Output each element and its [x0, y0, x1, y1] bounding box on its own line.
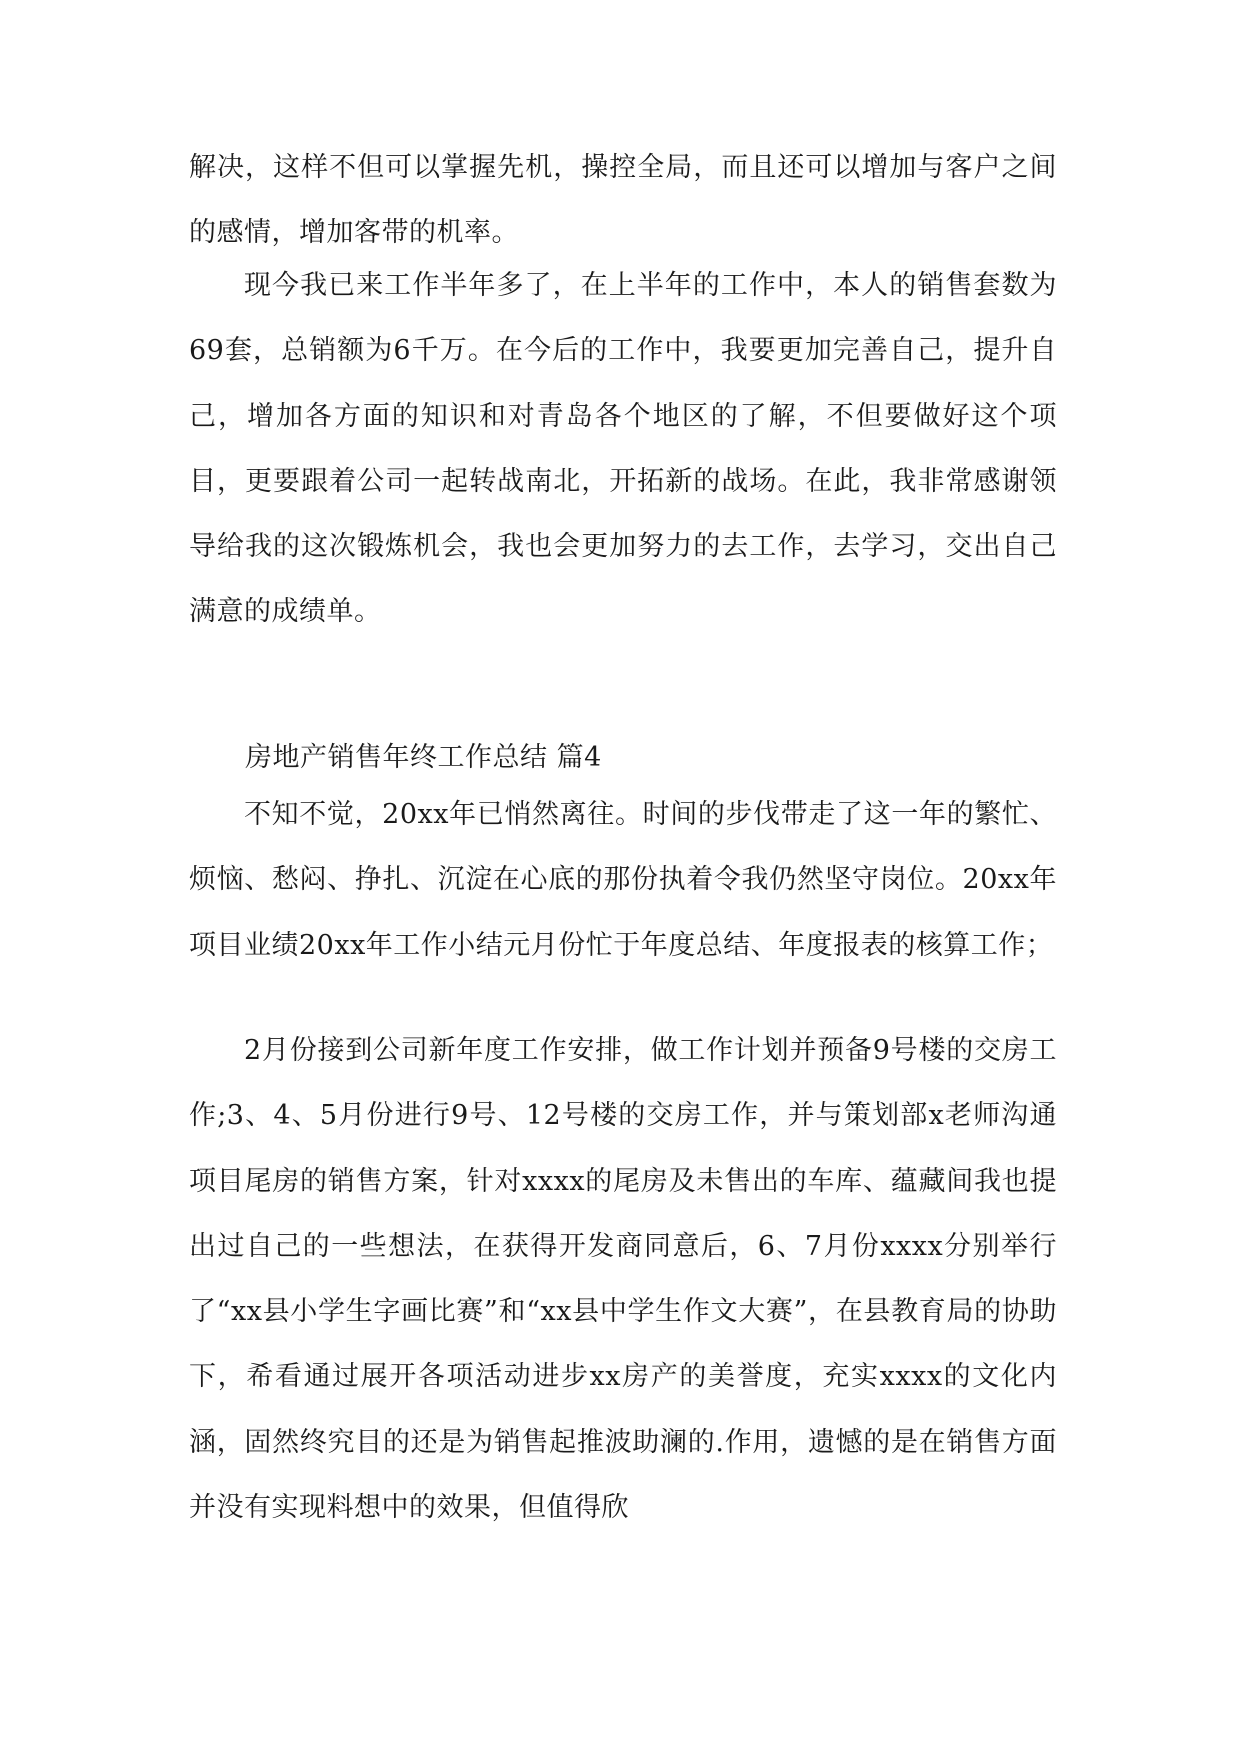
paragraph-year-intro: 不知不觉，20xx年已悄然离往。时间的步伐带走了这一年的繁忙、烦恼、愁闷、挣扎、沉淀在心底的那份执着令我仍然坚守岗位。20xx年项目业绩20xx年工作小结元月份忙于年度总结、年度报表的核算工作；: [189, 799, 1057, 961]
paragraph-monthly-work: 2月份接到公司新年度工作安排，做工作计划并预备9号楼的交房工作;3、4、5月份进行9号、12号楼的交房工作，并与策划部x老师沟通项目尾房的销售方案，针对xxxx的尾房及未售出的车库、蕴藏间我也提出过自己的一些想法，在获得开发商同意后，6、7月份xxxx分别举行了“xx县小学生字画比赛”和“xx县中学生作文大赛”，在县教育局的协助下，希看通过展开各项活动进步xx房产的美誉度，充实xxxx的文化内涵，固然终究目的还是为销售起推波助澜的.作用，遗憾的是在销售方面并没有实现料想中的效果，但值得欣: [189, 1035, 1057, 1524]
section-title: 房地产销售年终工作总结 篇4: [245, 742, 602, 773]
paragraph-continuation: 解决，这样不但可以掌握先机，操控全局，而且还可以增加与客户之间的感情，增加客带的机率。: [189, 152, 1057, 249]
paragraph-half-year-summary: 现今我已来工作半年多了，在上半年的工作中，本人的销售套数为69套，总销额为6千万。在今后的工作中，我要更加完善自己，提升自己，增加各方面的知识和对青岛各个地区的了解，不但要做好这个项目，更要跟着公司一起转战南北，开拓新的战场。在此，我非常感谢领导给我的这次锻炼机会，我也会更加努力的去工作，去学习，交出自己满意的成绩单。: [189, 270, 1057, 628]
